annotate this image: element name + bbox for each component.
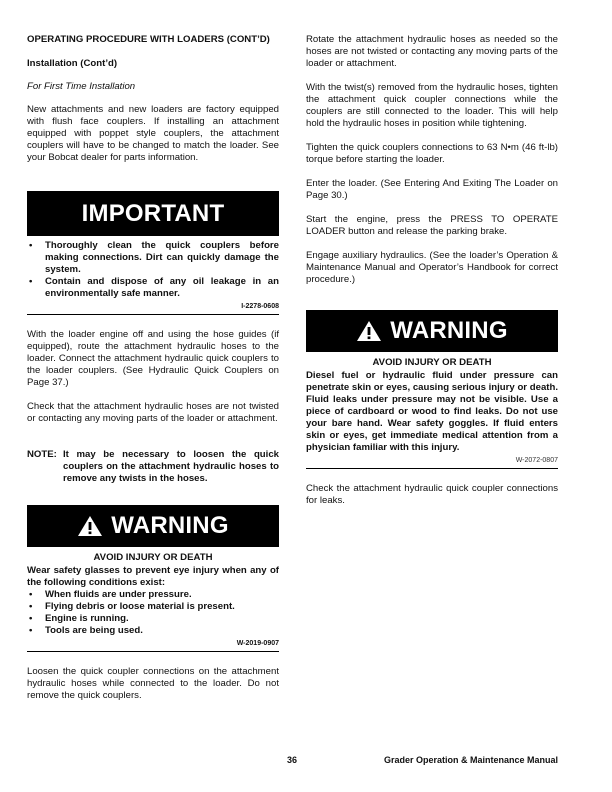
important-code: I-2278-0608 [241,303,279,310]
warning-fluid-text: Diesel fuel or hydraulic fluid under pressure can penetrate skin or eyes, causing serious injury or death. Fluid leaks under pressure may not be visible. Use a piece of cardboard or wood to find leaks. Do not use your bare hand. Wear safety goggles. If fluid enters skin or eyes, get immediate medical attention from a physician familiar with this injury. [306,370,558,453]
list-item: • When fluids are under pressure. [27,589,279,601]
warning-intro: Wear safety glasses to prevent eye injury when any of the following conditions exist: [27,565,279,588]
important-bullet-list [27,240,279,300]
manual-title: Grader Operation & Maintenance Manual [384,755,559,765]
warning-title: AVOID INJURY OR DEATH [372,357,492,368]
warning-bullet-list [27,589,279,637]
note-text: It may be necessary to loosen the quick couplers on the attachment hydraulic hoses to remove any twists in the hoses. [63,449,279,484]
note-block [27,449,279,485]
list-item: • Contain and dispose of any oil leakage in an environmentally safe manner. [27,276,279,300]
list-item: • Flying debris or loose material is present. [27,601,279,613]
important-banner [27,191,279,236]
new-attachments-paragraph: New attachments and new loaders are factory equipped with flush face couplers. If installing an attachment equipped with poppet style couplers, the attachment couplers will have to be changed to match the loader. See your Bobcat dealer for parts information. [27,104,279,163]
start-engine-paragraph: Start the engine, press the PRESS TO OPERATE LOADER button and release the parking brake. [306,214,558,237]
important-divider [27,314,279,315]
note-label: NOTE: [27,449,57,460]
loosen-couplers-paragraph: Loosen the quick coupler connections on the attachment hydraulic hoses while connected to the loader. Do not remove the quick couplers. [27,666,279,701]
warning-banner-text: WARNING [390,317,508,344]
list-item: • Engine is running. [27,613,279,625]
check-leaks-paragraph: Check the attachment hydraulic quick coupler connections for leaks. [306,483,558,506]
warning-triangle-icon [77,515,103,537]
warning-divider [306,468,558,469]
warning-code: W-2019-0907 [236,640,279,647]
list-item: • Tools are being used. [27,625,279,637]
page-number: 36 [287,755,298,765]
subsection-title: Installation (Cont’d) [27,58,118,69]
warning-banner-text: WARNING [111,512,229,539]
torque-paragraph: Tighten the quick couplers connections to 63 N•m (46 ft-lb) torque before starting the loader. [306,142,558,165]
engage-hydraulics-paragraph: Engage auxiliary hydraulics. (See the loader’s Operation & Maintenance Manual and Operator’s Handbook for correct procedure.) [306,250,558,285]
warning-title: AVOID INJURY OR DEATH [93,552,213,563]
route-hoses-paragraph: With the loader engine off and using the hose guides (if equipped), route the attachment hydraulic hoses to the loader. Connect the attachment hydraulic quick couplers to the loader couplers. (See Hydraulic Quick Couplers on Page 37.) [27,329,279,388]
first-time-installation-heading: For First Time Installation [27,81,136,92]
warning-code: W-2072-0807 [515,457,558,464]
section-title: OPERATING PROCEDURE WITH LOADERS (CONT’D) [27,34,270,45]
check-hoses-paragraph: Check that the attachment hydraulic hoses are not twisted or contacting any moving parts of the loader or attachment. [27,401,279,424]
rotate-hoses-paragraph: Rotate the attachment hydraulic hoses as needed so the hoses are not twisted or contacting any moving parts of the loader or attachment. [306,34,558,69]
enter-loader-paragraph: Enter the loader. (See Entering And Exiting The Loader on Page 30.) [306,178,558,201]
twist-removed-paragraph: With the twist(s) removed from the hydraulic hoses, tighten the attachment quick coupler connections while the couplers are still connected to the loader. This will help hold the hydraulic hoses in position while tightening. [306,82,558,129]
list-item: • Thoroughly clean the quick couplers before making connections. Dirt can quickly damage the system. [27,240,279,276]
important-banner-text: IMPORTANT [81,199,225,227]
warning-banner-fluid [306,310,558,352]
warning-banner-eye [27,505,279,547]
warning-divider [27,651,279,652]
warning-triangle-icon [356,320,382,342]
